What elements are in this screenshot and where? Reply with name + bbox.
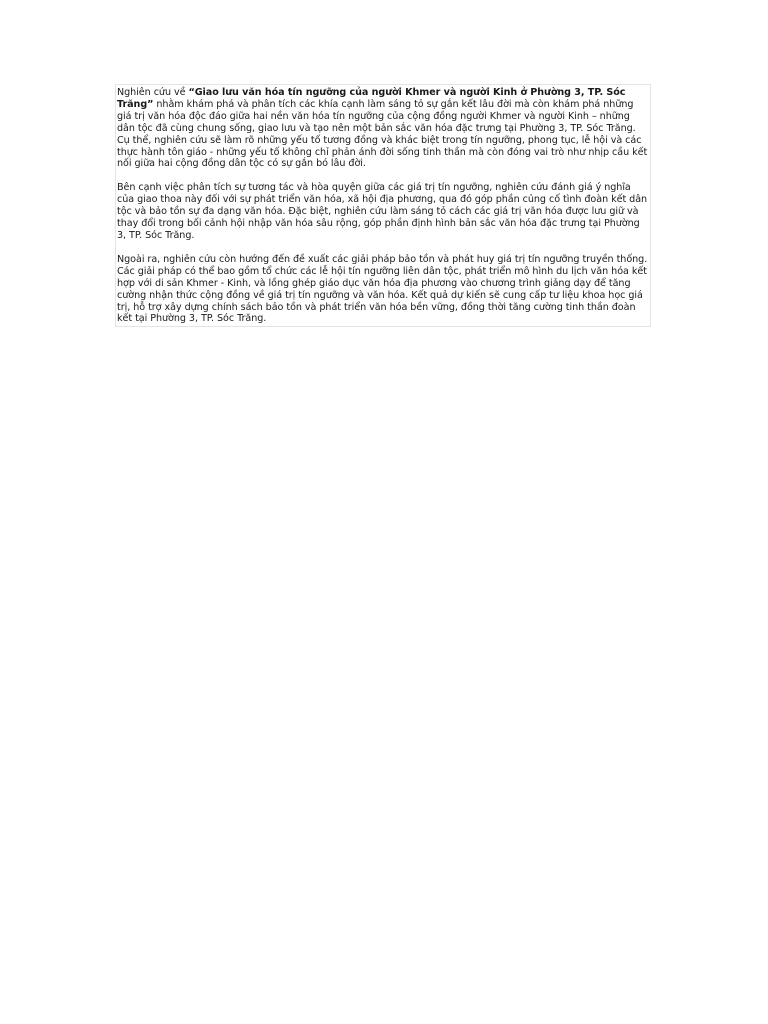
paragraph-analysis: Bên cạnh việc phân tích sự tương tác và hòa quyện giữa các giá trị tín ngưỡng, nghiên cứu đánh giá ý nghĩa của giao thoa này đối với sự phát triển văn hóa, xã hội địa phương, qua đó góp phần củng cố tình đoàn kết dân tộc và bảo tồn sự đa dạng văn hóa. Đặc biệt, nghiên cứu làm sáng tỏ cách các giá trị văn hóa được lưu giữ và thay đổi trong bối cảnh hội nhập văn hóa sâu rộng, góp phần định hình bản sắc văn hóa đặc trưng tại Phường 3, TP. Sóc Trăng.: [117, 182, 648, 241]
paragraph-intro-lead: Nghiên cứu về: [117, 87, 189, 98]
paragraph-intro: [117, 87, 649, 170]
paragraph-intro-body: nhằm khám phá và phân tích các khía cạnh làm sáng tỏ sự gắn kết lâu đời mà còn khám phá những giá trị văn hóa độc đáo giữa hai nền văn hóa tín ngưỡng của cộng đồng người Khmer và người Kinh – những dân tộc đã cùng chung sống, giao lưu và tạo nên một bản sắc văn hóa đặc trưng tại Phường 3, TP. Sóc Trăng. Cụ thể, nghiên cứu sẽ làm rõ những yếu tố tương đồng và khác biệt trong tín ngưỡng, phong tục, lễ hội và các thực hành tôn giáo - những yếu tố không chỉ phản ánh đời sống tinh thần mà còn đóng vai trò như nhịp cầu kết nối giữa hai cộng đồng dân tộc có sự gắn bó lâu đời.: [117, 98, 648, 170]
text-box[interactable]: [115, 84, 651, 327]
paragraph-solutions: Ngoài ra, nghiên cứu còn hướng đến đề xuất các giải pháp bảo tồn và phát huy giá trị tín ngưỡng truyền thống. Các giải pháp có thể bao gồm tổ chức các lễ hội tín ngưỡng liên dân tộc, phát triển mô hình du lịch văn hóa kết hợp với di sản Khmer - Kinh, và lồng ghép giáo dục văn hóa địa phương vào chương trình giảng dạy để tăng cường nhận thức cộng đồng về giá trị tín ngưỡng và văn hóa. Kết quả dự kiến sẽ cung cấp tư liệu khoa học giá trị, hỗ trợ xây dựng chính sách bảo tồn và phát triển văn hóa bền vững, đồng thời tăng cường tinh thần đoàn kết tại Phường 3, TP. Sóc Trăng.: [117, 253, 648, 325]
research-title: “Giao lưu văn hóa tín ngưỡng của người Khmer và người Kinh ở Phường 3, TP. Sóc Trăng”: [117, 87, 626, 110]
